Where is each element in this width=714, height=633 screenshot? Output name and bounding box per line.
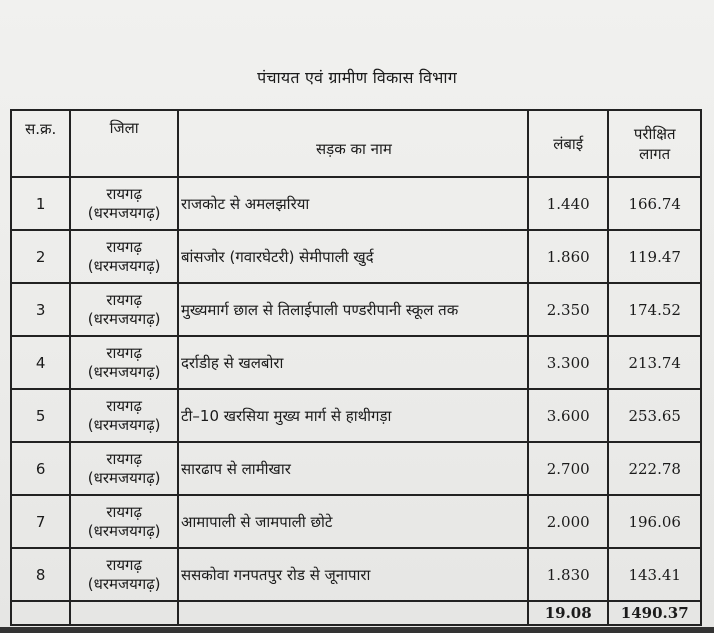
cell-road-name: राजकोट से अमलझरिया [178,177,528,230]
header-district: जिला [70,110,178,177]
cell-length: 3.600 [528,389,608,442]
cell-length: 1.440 [528,177,608,230]
table-row [11,230,701,283]
cell-serial: 1 [11,177,70,230]
cell-district-line2: (धरमजयगढ़) [87,362,161,381]
cell-district-line1: रायगढ़ [106,502,142,521]
cell-district [70,442,178,495]
cell-length: 1.830 [528,548,608,601]
cell-district-line1: रायगढ़ [106,555,142,574]
cell-length: 2.000 [528,495,608,548]
cell-cost: 174.52 [608,283,701,336]
document-heading: पंचायत एवं ग्रामीण विकास विभाग [257,68,457,87]
cell-district [70,548,178,601]
cell-district [70,336,178,389]
cell-road-name: ससकोवा गनपतपुर रोड से जूनापारा [178,548,528,601]
cell-cost: 196.06 [608,495,701,548]
table-header-row [11,110,701,177]
cell-district-line1: रायगढ़ [106,343,142,362]
cell-cost: 213.74 [608,336,701,389]
cell-district-line2: (धरमजयगढ़) [87,415,161,434]
table-row [11,495,701,548]
table-row [11,283,701,336]
table-row [11,548,701,601]
cell-length: 2.700 [528,442,608,495]
cell-road-name: सारढाप से लामीखार [178,442,528,495]
total-empty-district [70,601,178,625]
cell-road-name: बांसजोर (गवारघेटरी) सेमीपाली खुर्द [178,230,528,283]
cell-cost: 143.41 [608,548,701,601]
cell-district [70,230,178,283]
cell-cost: 253.65 [608,389,701,442]
bottom-edge [0,627,714,633]
header-cost-line2: लागत [639,144,671,163]
cell-cost: 119.47 [608,230,701,283]
table-row [11,442,701,495]
cell-district-line2: (धरमजयगढ़) [87,574,161,593]
total-cost: 1490.37 [608,601,701,625]
cell-cost: 222.78 [608,442,701,495]
cell-serial: 8 [11,548,70,601]
cell-district [70,177,178,230]
table-row [11,389,701,442]
cell-district-line2: (धरमजयगढ़) [87,309,161,328]
cell-district-line2: (धरमजयगढ़) [87,256,161,275]
cell-cost: 166.74 [608,177,701,230]
cell-road-name: मुख्यमार्ग छाल से तिलाईपाली पण्डरीपानी स्कूल तक [178,283,528,336]
road-table [10,109,702,626]
cell-serial: 6 [11,442,70,495]
header-cost [608,110,701,177]
cell-district [70,389,178,442]
cell-district [70,283,178,336]
total-length: 19.08 [528,601,608,625]
cell-district-line1: रायगढ़ [106,290,142,309]
cell-district-line1: रायगढ़ [106,237,142,256]
header-serial: स.क्र. [11,110,70,177]
header-road-name: सड़क का नाम [178,110,528,177]
table-row [11,177,701,230]
cell-serial: 4 [11,336,70,389]
cell-road-name: दर्राडीह से खलबोरा [178,336,528,389]
table-total-row [11,601,701,625]
cell-road-name: टी–10 खरसिया मुख्य मार्ग से हाथीगड़ा [178,389,528,442]
header-cost-line1: परीक्षित [633,124,676,143]
table-row [11,336,701,389]
cell-serial: 5 [11,389,70,442]
cell-length: 2.350 [528,283,608,336]
cell-district-line2: (धरमजयगढ़) [87,203,161,222]
cell-district-line1: रायगढ़ [106,449,142,468]
cell-length: 1.860 [528,230,608,283]
cell-district-line2: (धरमजयगढ़) [87,521,161,540]
table-body [11,177,701,625]
cell-serial: 3 [11,283,70,336]
cell-length: 3.300 [528,336,608,389]
cell-serial: 2 [11,230,70,283]
total-empty-serial [11,601,70,625]
cell-district [70,495,178,548]
cell-road-name: आमापाली से जामपाली छोटे [178,495,528,548]
header-length: लंबाई [528,110,608,177]
cell-district-line2: (धरमजयगढ़) [87,468,161,487]
cell-district-line1: रायगढ़ [106,184,142,203]
cell-district-line1: रायगढ़ [106,396,142,415]
total-empty-name [178,601,528,625]
cell-serial: 7 [11,495,70,548]
